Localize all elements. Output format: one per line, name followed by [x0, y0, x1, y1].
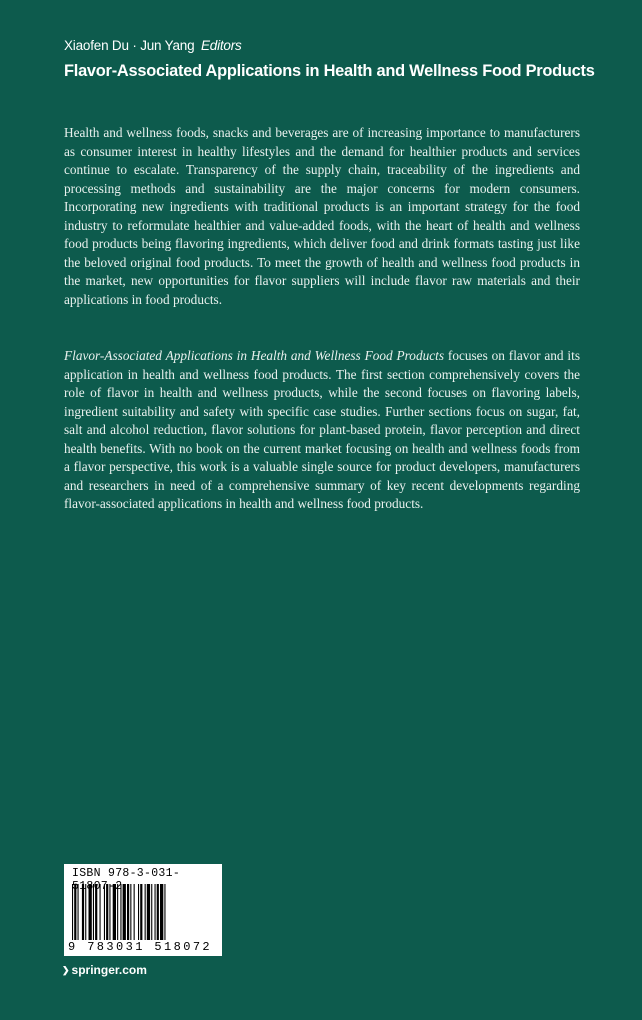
editor-names: Xiaofen Du · Jun Yang — [64, 38, 195, 53]
barcode-bar — [123, 884, 126, 940]
chevron-right-icon: ❯ — [62, 964, 70, 975]
barcode-bar — [147, 884, 150, 940]
isbn-label: ISBN 978-3-031-51807-2 — [72, 867, 181, 893]
barcode-bar — [109, 884, 110, 940]
barcode-bar — [130, 884, 131, 940]
barcode-bar — [106, 884, 108, 940]
barcode-bar — [134, 884, 135, 940]
barcode-bar — [160, 884, 163, 940]
barcode-bar — [93, 884, 94, 940]
barcode-bar — [78, 884, 79, 940]
description-paragraph-2 — [64, 347, 580, 514]
barcode-bar — [74, 884, 76, 940]
barcode-bar — [104, 884, 105, 940]
publisher-link[interactable] — [62, 963, 147, 977]
barcode-bar — [113, 884, 116, 940]
barcode-bar — [72, 884, 73, 940]
editors-line — [64, 38, 242, 53]
barcode — [72, 884, 214, 940]
editors-role: Editors — [200, 38, 242, 53]
barcode-bar — [164, 884, 165, 940]
barcode-bar — [89, 884, 92, 940]
barcode-bar — [95, 884, 97, 940]
paragraph-2-text: focuses on flavor and its application in health and wellness food products. The first section comprehensively covers the role of flavor in health and wellness products, while the second focuses on flavoring labels, ingredient suitability and safety with specific case studies. Further sections focus on sugar, fat, salt and alcohol reduction, flavor solutions for plant-based protein, flavor perception and direct health benefits. With no book on the current market focusing on health and wellness foods from a flavor perspective, this work is a valuable single source for product developers, manufacturers and researchers in need of a comprehensive summary of key recent developments regarding flavor-associated applications in health and wellness food products. — [64, 348, 580, 511]
book-title-italic: Flavor-Associated Applications in Health and Wellness Food Products — [64, 348, 445, 363]
barcode-bar — [127, 884, 129, 940]
publisher-url: springer.com — [71, 963, 147, 977]
barcode-bar — [120, 884, 121, 940]
barcode-bar — [138, 884, 139, 940]
barcode-bar — [157, 884, 159, 940]
description-paragraph-1: Health and wellness foods, snacks and beverages are of increasing importance to manufacturers as consumer interest in healthy lifestyles and the demand for healthier products and services continue to escalate. Transparency of the supply chain, traceability of the ingredients and processing methods and sustainability are the major concerns for modern consumers. Incorporating new ingredients with traditional products is an important strategy for the food industry to reformulate healthier and value-added foods, with the heart of health and wellness food products being flavoring ingredients, which deliver food and drink formats tasting just like the beloved original food products. To meet the growth of health and wellness food products in the market, new opportunities for flavor suppliers will include flavor raw materials and their applications in food products. — [64, 125, 580, 307]
barcode-digits: 9 783031 518072 — [68, 940, 213, 954]
barcode-bar — [82, 884, 84, 940]
barcode-bar — [85, 884, 86, 940]
barcode-bar — [117, 884, 118, 940]
barcode-bar — [140, 884, 142, 940]
barcode-bar — [145, 884, 146, 940]
barcode-bar — [155, 884, 156, 940]
barcode-bar — [151, 884, 152, 940]
book-title: Flavor-Associated Applications in Health and Wellness Food Products — [64, 62, 595, 80]
barcode-bar — [100, 884, 101, 940]
isbn-barcode-box — [64, 864, 222, 956]
